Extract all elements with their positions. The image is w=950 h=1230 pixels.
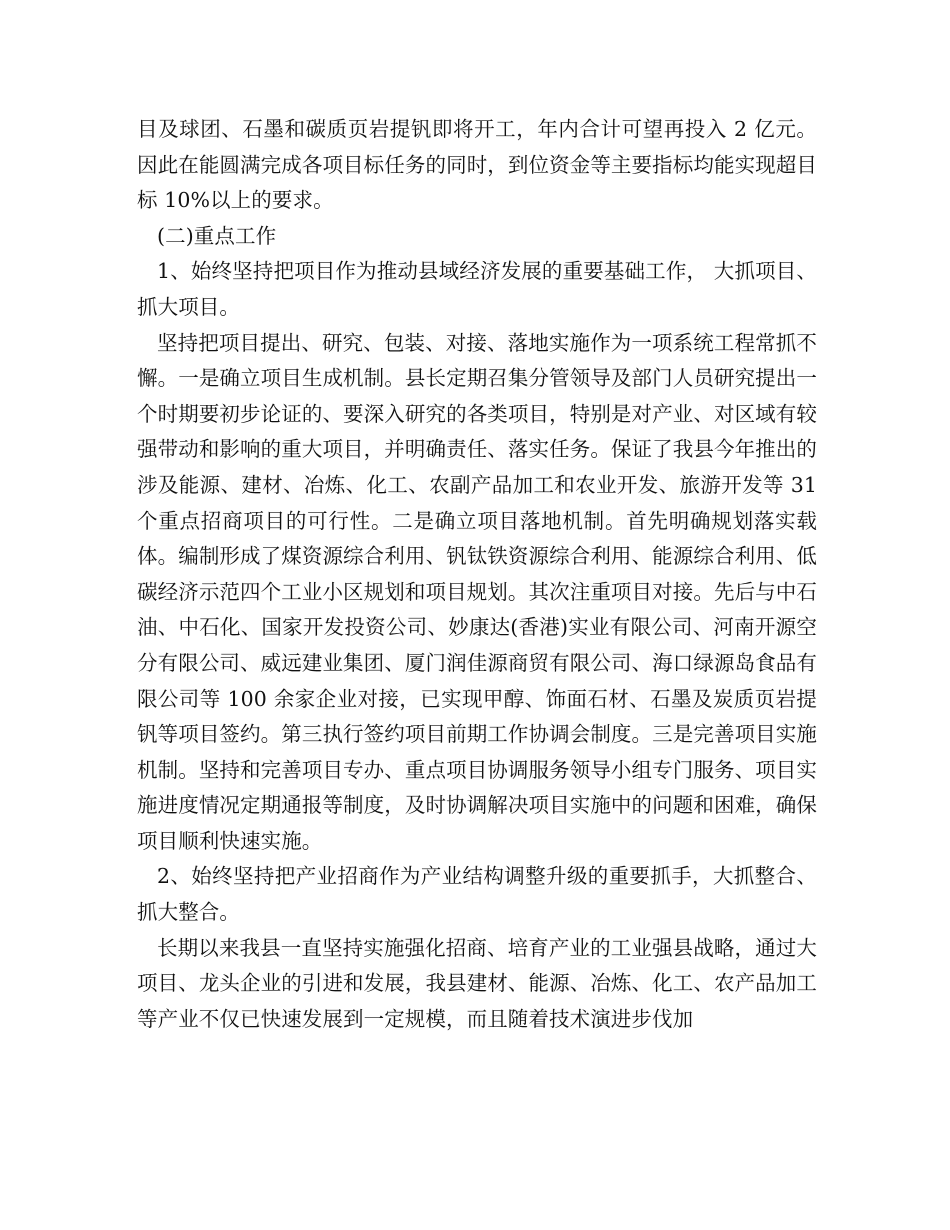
subheading-item-2: 2、始终坚持把产业招商作为产业结构调整升级的重要抓手，大抓整合、抓大整合。 [137,864,817,925]
paragraph-continuation: 目及球团、石墨和碳质页岩提钒即将开工，年内合计可望再投入 2 亿元。因此在能圆满完成各项目标任务的同时，到位资金等主要指标均能实现超目标 10%以上的要求。 [137,117,817,213]
section-heading-key-work: (二)重点工作 [157,223,277,248]
paragraph-industry-strategy: 长期以来我县一直坚持实施强化招商、培育产业的工业强县战略，通过大项目、龙头企业的引进和发展，我县建材、能源、冶炼、化工、农产品加工等产业不仅已快速发展到一定规模，而且随着技术演进步伐加 [137,935,817,1031]
subheading-item-1: 1、始终坚持把项目作为推动县域经济发展的重要基础工作， 大抓项目、抓大项目。 [137,259,817,319]
document-page [137,112,817,1037]
paragraph-project-mechanism: 坚持把项目提出、研究、包装、对接、落地实施作为一项系统工程常抓不懈。一是确立项目生成机制。县长定期召集分管领导及部门人员研究提出一个时期要初步论证的、要深入研究的各类项目，特别是对产业、对区域有较强带动和影响的重大项目，并明确责任、落实任务。保证了我县今年推出的涉及能源、建材、冶炼、化工、农副产品加工和农业开发、旅游开发等 31 个重点招商项目的可行性。二是确立项目落地机制。首先明确规划落实载体。编制形成了煤资源综合利用、钒钛铁资源综合利用、能源综合利用、低碳经济示范四个工业小区规划和项目规划。其次注重项目对接。先后与中石油、中石化、国家开发投资公司、妙康达(香港)实业有限公司、河南开源空分有限公司、威远建业集团、厦门润佳源商贸有限公司、海口绿源岛食品有限公司等 100 余家企业对接，已实现甲醇、饰面石材、石墨及炭质页岩提钒等项目签约。第三执行签约项目前期工作协调会制度。三是完善项目实施机制。坚持和完善项目专办、重点项目协调服务领导小组专门服务、项目实施进度情况定期通报等制度，及时协调解决项目实施中的问题和困难，确保项目顺利快速实施。 [137,330,817,853]
